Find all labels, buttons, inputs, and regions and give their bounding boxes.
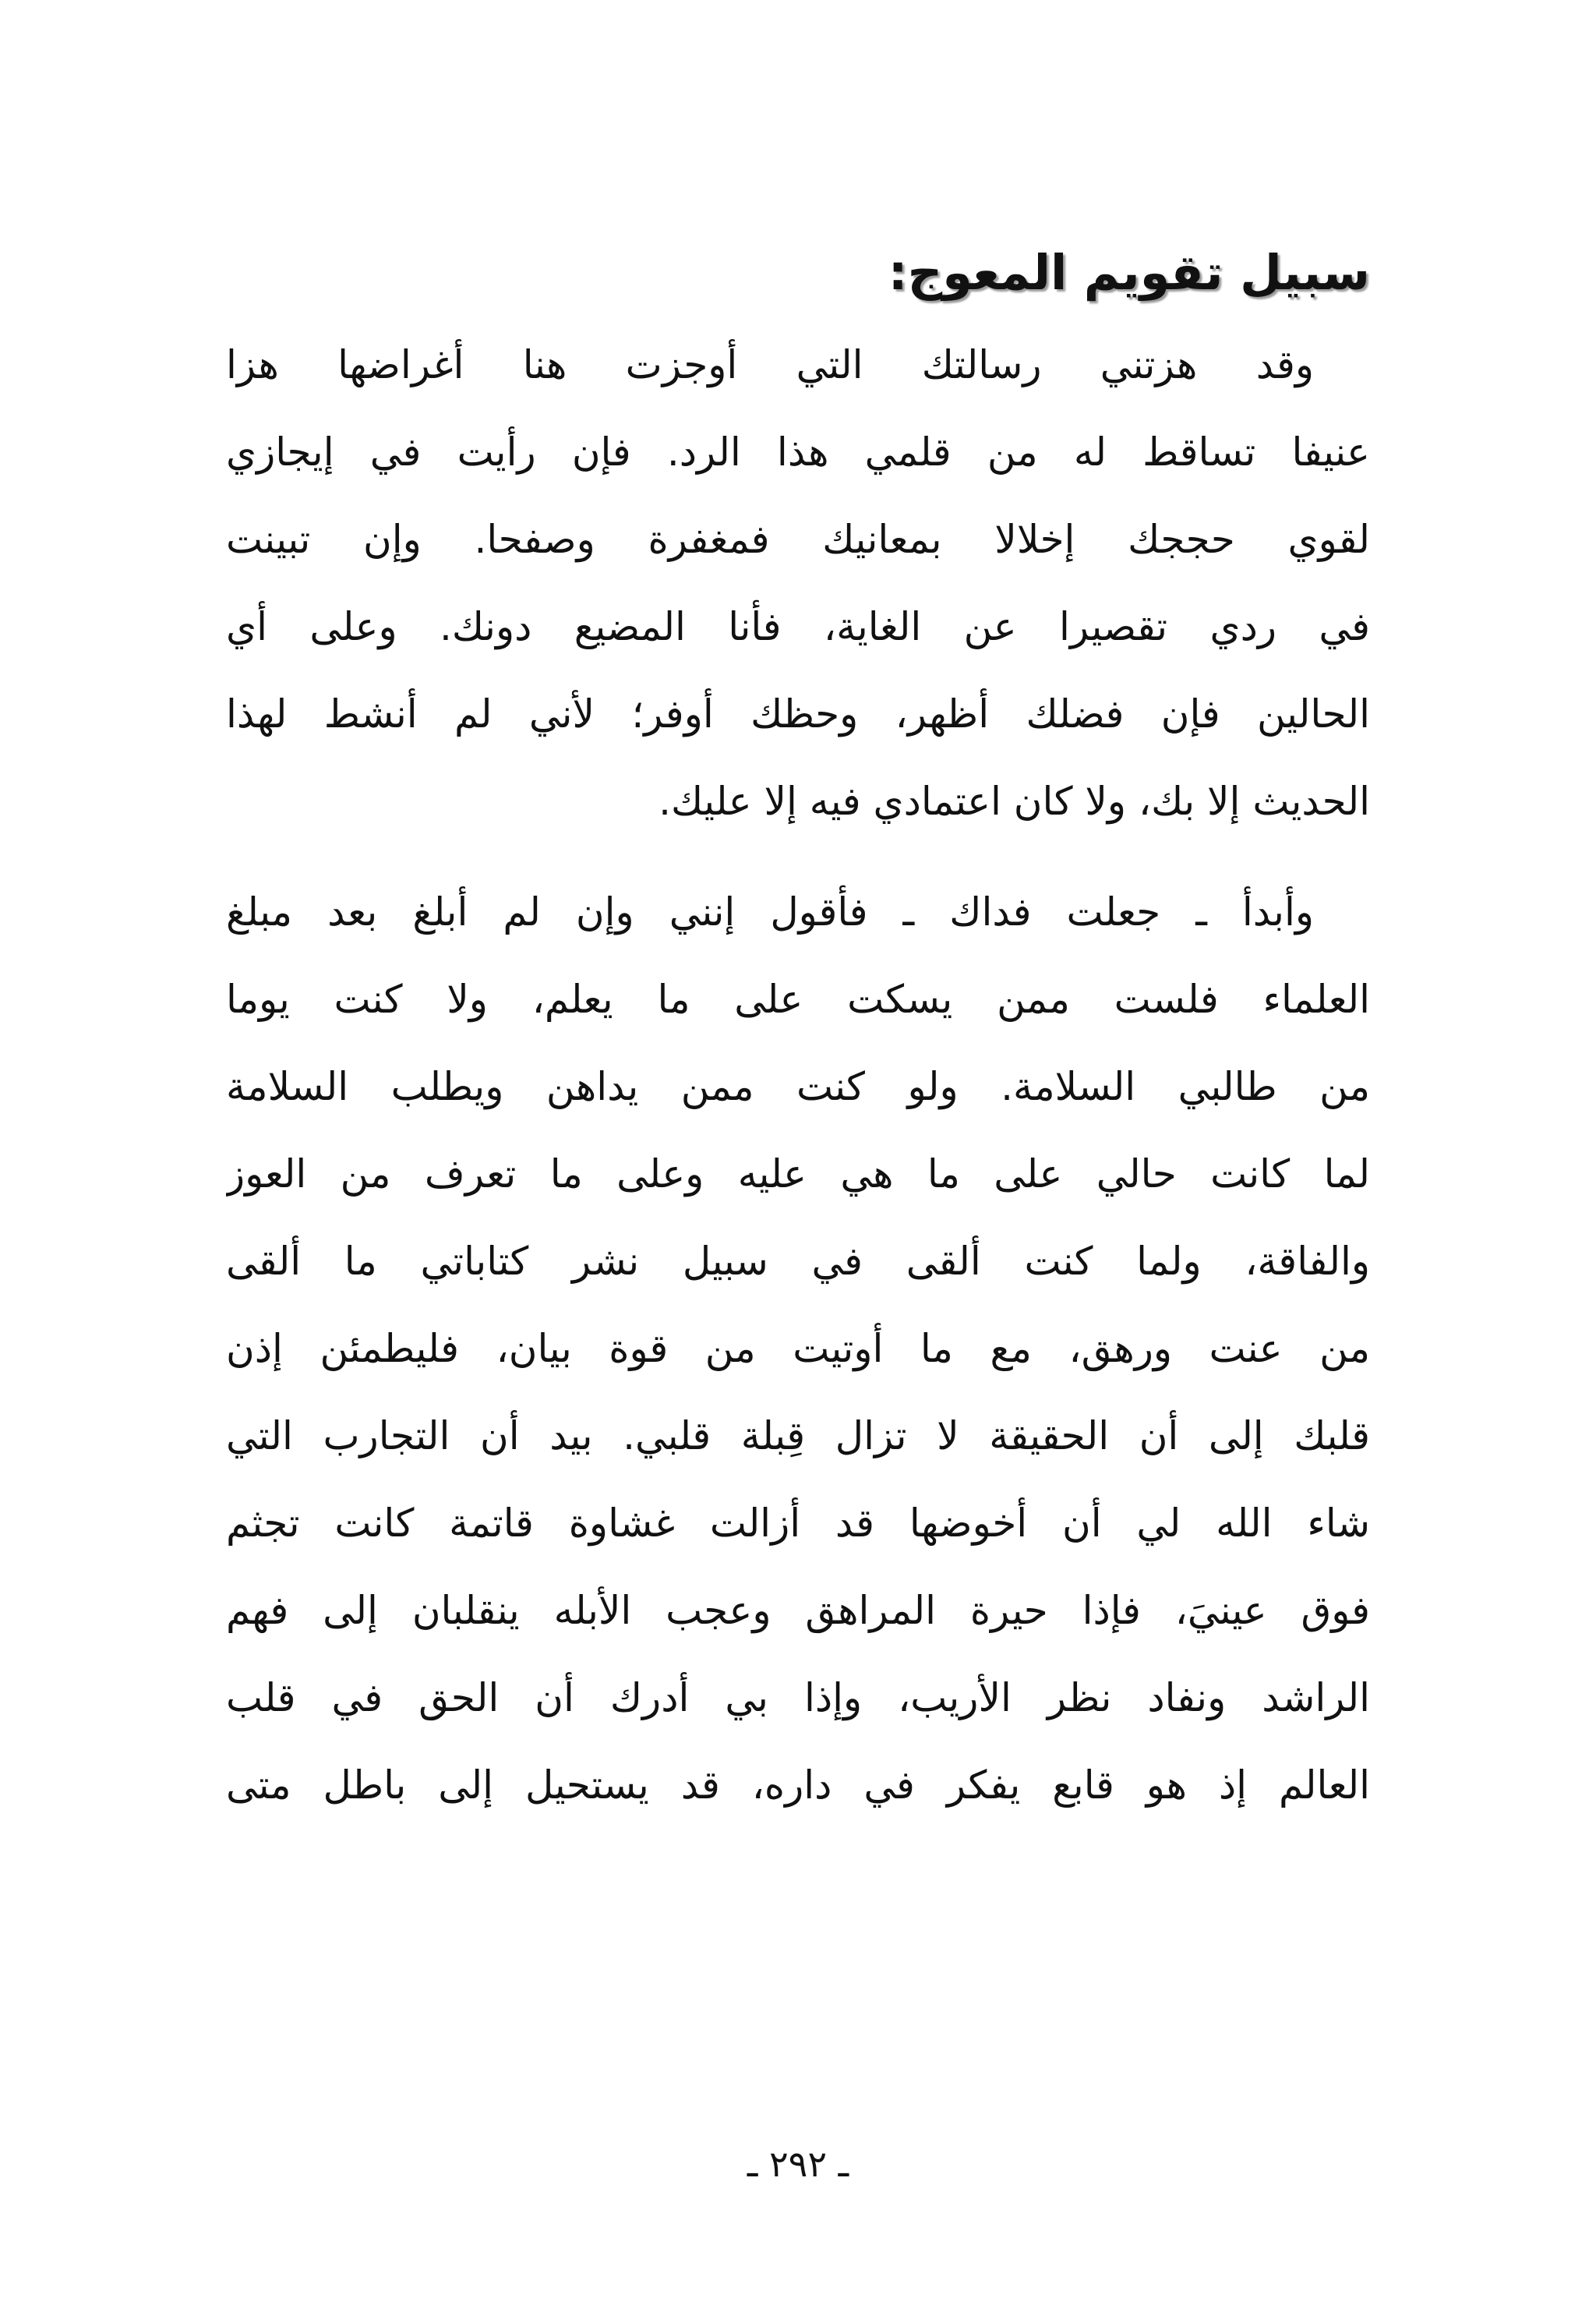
text-line: لما كانت حالي على ما هي عليه وعلى ما تعرف من العوز — [226, 1151, 1370, 1197]
text-line: لقوي حججك إخلالا بمعانيك فمغفرة وصفحا. وإن تبينت — [226, 517, 1370, 562]
text-line: شاء الله لي أن أخوضها قد أزالت غشاوة قاتمة كانت تجثم — [226, 1501, 1370, 1546]
text-line: قلبك إلى أن الحقيقة لا تزال قِبلة قلبي. بيد أن التجارب التي — [226, 1413, 1370, 1458]
text-line: في ردي تقصيرا عن الغاية، فأنا المضيع دونك. وعلى أي — [226, 604, 1370, 649]
text-line: وقد هزتني رسالتك التي أوجزت هنا أغراضها هزا — [226, 342, 1314, 387]
text-line: فوق عينيَ، فإذا حيرة المراهق وعجب الأبله ينقلبان إلى فهم — [226, 1588, 1370, 1633]
text-line: العالم إذ هو قابع يفكر في داره، قد يستحيل إلى باطل متى — [226, 1762, 1370, 1808]
text-line: الحديث إلا بك، ولا كان اعتمادي فيه إلا عليك. — [659, 779, 1370, 824]
text-line: الحالين فإن فضلك أظهر، وحظك أوفر؛ لأني لم أنشط لهذا — [226, 691, 1370, 737]
text-line: وأبدأ ـ جعلت فداك ـ فأقول إنني وإن لم أبلغ بعد مبلغ — [226, 889, 1314, 935]
paragraph-2 — [226, 868, 1370, 1829]
text-line: والفاقة، ولما كنت ألقى في سبيل نشر كتاباتي ما ألقى — [226, 1239, 1370, 1284]
text-line: من طالبي السلامة. ولو كنت ممن يداهن ويطلب السلامة — [226, 1064, 1370, 1109]
body-text — [226, 321, 1370, 1829]
text-line: من عنت ورهق، مع ما أوتيت من قوة بيان، فليطمئن إذن — [226, 1326, 1370, 1371]
paragraph-1 — [226, 321, 1370, 845]
text-line: العلماء فلست ممن يسكت على ما يعلم، ولا كنت يوما — [226, 977, 1370, 1022]
section-heading: سبيل تقويم المعوج: — [888, 244, 1370, 301]
text-line: عنيفا تساقط له من قلمي هذا الرد. فإن رأيت في إيجازي — [226, 430, 1370, 475]
text-line: الراشد ونفاد نظر الأريب، وإذا بي أدرك أن الحق في قلب — [226, 1675, 1370, 1720]
page-number: ـ ٢٩٢ ـ — [747, 2143, 849, 2185]
